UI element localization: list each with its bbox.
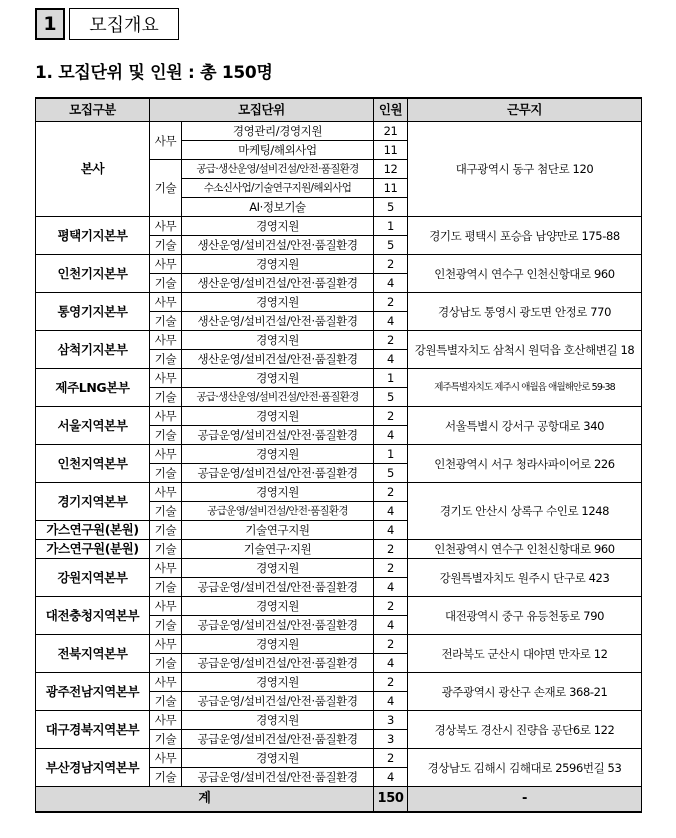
location: 인천광역시 연수구 인천신항대로 960 — [408, 255, 642, 293]
unit-name: 경영지원 — [182, 255, 374, 274]
category-label: 사무 — [150, 597, 182, 616]
category-label: 기술 — [150, 616, 182, 635]
group-name: 본사 — [36, 122, 150, 217]
count: 4 — [374, 502, 408, 521]
count: 4 — [374, 654, 408, 673]
unit-name: 경영지원 — [182, 445, 374, 464]
header-group: 모집구분 — [36, 98, 150, 122]
category-label: 사무 — [150, 445, 182, 464]
unit-name: 공급운영/설비건설/안전·품질환경 — [182, 768, 374, 787]
location: 경상남도 김해시 김해대로 2596번길 53 — [408, 749, 642, 787]
table-row — [36, 293, 642, 312]
count: 2 — [374, 540, 408, 559]
category-label: 사무 — [150, 711, 182, 730]
category-label: 기술 — [150, 274, 182, 293]
group-name: 가스연구원(본원) — [36, 521, 150, 540]
unit-name: 경영지원 — [182, 673, 374, 692]
category-label: 기술 — [150, 426, 182, 445]
group-name: 제주LNG본부 — [36, 369, 150, 407]
category-label: 기술 — [150, 521, 182, 540]
count: 4 — [374, 692, 408, 711]
category-label: 기술 — [150, 502, 182, 521]
category-label: 기술 — [150, 388, 182, 407]
category-label: 사무 — [150, 483, 182, 502]
table-row — [36, 597, 642, 616]
count: 4 — [374, 426, 408, 445]
category-label: 기술 — [150, 312, 182, 331]
count: 2 — [374, 331, 408, 350]
count: 2 — [374, 293, 408, 312]
group-name: 전북지역본부 — [36, 635, 150, 673]
unit-name: 생산운영/설비건설/안전·품질환경 — [182, 236, 374, 255]
unit-name: 공급운영/설비건설/안전·품질환경 — [182, 426, 374, 445]
count: 12 — [374, 160, 408, 179]
group-name: 광주전남지역본부 — [36, 673, 150, 711]
table-row — [36, 540, 642, 559]
category-label: 사무 — [150, 293, 182, 312]
group-name: 가스연구원(분원) — [36, 540, 150, 559]
recruitment-table — [35, 97, 642, 813]
unit-name: 공급운영/설비건설/안전·품질환경 — [182, 616, 374, 635]
category-label: 기술 — [150, 730, 182, 749]
category-label: 기술 — [150, 236, 182, 255]
unit-name: 경영지원 — [182, 483, 374, 502]
table-header-row — [36, 98, 642, 122]
unit-name: 경영지원 — [182, 559, 374, 578]
unit-name: 경영지원 — [182, 711, 374, 730]
unit-name: 공급운영/설비건설/안전·품질환경 — [182, 692, 374, 711]
table-row — [36, 483, 642, 502]
count: 5 — [374, 388, 408, 407]
count: 4 — [374, 312, 408, 331]
category-label: 사무 — [150, 635, 182, 654]
table-row — [36, 711, 642, 730]
category-label: 사무 — [150, 217, 182, 236]
table-row — [36, 673, 642, 692]
location: 인천광역시 연수구 인천신항대로 960 — [408, 540, 642, 559]
header-count: 인원 — [374, 98, 408, 122]
category-label: 사무 — [150, 122, 182, 160]
category-label: 사무 — [150, 749, 182, 768]
category-label: 사무 — [150, 407, 182, 426]
count: 2 — [374, 407, 408, 426]
count: 11 — [374, 141, 408, 160]
group-name: 대전충청지역본부 — [36, 597, 150, 635]
count: 2 — [374, 483, 408, 502]
unit-name: 기술연구지원 — [182, 521, 374, 540]
unit-name: 경영지원 — [182, 369, 374, 388]
unit-name: 공급운영/설비건설/안전·품질환경 — [182, 654, 374, 673]
count: 4 — [374, 578, 408, 597]
category-label: 사무 — [150, 331, 182, 350]
count: 5 — [374, 198, 408, 217]
table-row — [36, 122, 642, 141]
group-name: 부산경남지역본부 — [36, 749, 150, 787]
total-location: - — [408, 787, 642, 813]
table-row — [36, 635, 642, 654]
location: 경기도 평택시 포승읍 남양만로 175-88 — [408, 217, 642, 255]
count: 4 — [374, 616, 408, 635]
location: 제주특별자치도 제주시 애월읍 애월해안로 59-38 — [408, 369, 642, 407]
category-label: 사무 — [150, 369, 182, 388]
count: 2 — [374, 749, 408, 768]
category-label: 기술 — [150, 160, 182, 217]
unit-name: 경영지원 — [182, 217, 374, 236]
unit-name: 생산운영/설비건설/안전·품질환경 — [182, 312, 374, 331]
count: 4 — [374, 274, 408, 293]
group-name: 인천지역본부 — [36, 445, 150, 483]
table-row — [36, 407, 642, 426]
location: 전라북도 군산시 대야면 만자로 12 — [408, 635, 642, 673]
table-row — [36, 331, 642, 350]
count: 5 — [374, 236, 408, 255]
unit-name: 경영지원 — [182, 293, 374, 312]
table-row — [36, 749, 642, 768]
unit-name: 공급운영/설비건설/안전·품질환경 — [182, 730, 374, 749]
count: 1 — [374, 369, 408, 388]
group-name: 강원지역본부 — [36, 559, 150, 597]
location: 서울특별시 강서구 공항대로 340 — [408, 407, 642, 445]
group-name: 삼척기지본부 — [36, 331, 150, 369]
unit-name: 공급운영/설비건설/안전·품질환경 — [182, 502, 374, 521]
table-row — [36, 369, 642, 388]
unit-name: 기술연구·지원 — [182, 540, 374, 559]
category-label: 기술 — [150, 540, 182, 559]
section-header — [35, 8, 179, 40]
location: 광주광역시 광산구 손재로 368-21 — [408, 673, 642, 711]
table-row — [36, 559, 642, 578]
location: 대전광역시 중구 유등천동로 790 — [408, 597, 642, 635]
group-name: 통영기지본부 — [36, 293, 150, 331]
group-name: 대구경북지역본부 — [36, 711, 150, 749]
unit-name: 경영지원 — [182, 635, 374, 654]
header-location: 근무지 — [408, 98, 642, 122]
table-row — [36, 217, 642, 236]
location: 강원특별자치도 원주시 단구로 423 — [408, 559, 642, 597]
group-name: 인천기지본부 — [36, 255, 150, 293]
category-label: 기술 — [150, 692, 182, 711]
location: 대구광역시 동구 첨단로 120 — [408, 122, 642, 217]
unit-name: 공급운영/설비건설/안전·품질환경 — [182, 578, 374, 597]
category-label: 기술 — [150, 654, 182, 673]
count: 4 — [374, 521, 408, 540]
category-label: 기술 — [150, 578, 182, 597]
count: 4 — [374, 350, 408, 369]
category-label: 사무 — [150, 255, 182, 274]
count: 2 — [374, 635, 408, 654]
category-label: 기술 — [150, 350, 182, 369]
count: 1 — [374, 217, 408, 236]
count: 3 — [374, 730, 408, 749]
unit-name: 공급·생산운영/설비건설/안전·품질환경 — [182, 388, 374, 407]
unit-name: 경영지원 — [182, 597, 374, 616]
unit-name: 생산운영/설비건설/안전·품질환경 — [182, 274, 374, 293]
count: 4 — [374, 768, 408, 787]
subtitle: 1. 모집단위 및 인원 : 총 150명 — [35, 63, 273, 83]
unit-name: 경영지원 — [182, 331, 374, 350]
category-label: 사무 — [150, 673, 182, 692]
group-name: 평택기지본부 — [36, 217, 150, 255]
table-row — [36, 255, 642, 274]
unit-name: 공급운영/설비건설/안전·품질환경 — [182, 464, 374, 483]
location: 경기도 안산시 상록구 수인로 1248 — [408, 483, 642, 540]
count: 11 — [374, 179, 408, 198]
unit-name: AI·정보기술 — [182, 198, 374, 217]
table-row — [36, 445, 642, 464]
count: 3 — [374, 711, 408, 730]
unit-name: 생산운영/설비건설/안전·품질환경 — [182, 350, 374, 369]
category-label: 사무 — [150, 559, 182, 578]
unit-name: 공급·생산운영/설비건설/안전·품질환경 — [182, 160, 374, 179]
unit-name: 수소신사업/기술연구지원/해외사업 — [182, 179, 374, 198]
unit-name: 마케팅/해외사업 — [182, 141, 374, 160]
category-label: 기술 — [150, 464, 182, 483]
category-label: 기술 — [150, 768, 182, 787]
total-count: 150 — [374, 787, 408, 813]
location: 경상북도 경산시 진량읍 공단6로 122 — [408, 711, 642, 749]
total-label: 계 — [36, 787, 374, 813]
count: 2 — [374, 673, 408, 692]
section-number: 1 — [35, 8, 65, 40]
total-row — [36, 787, 642, 813]
count: 5 — [374, 464, 408, 483]
unit-name: 경영관리/경영지원 — [182, 122, 374, 141]
section-title: 모집개요 — [69, 8, 179, 40]
count: 2 — [374, 559, 408, 578]
count: 2 — [374, 597, 408, 616]
unit-name: 경영지원 — [182, 407, 374, 426]
location: 인천광역시 서구 청라사파이어로 226 — [408, 445, 642, 483]
header-unit: 모집단위 — [150, 98, 374, 122]
group-name: 경기지역본부 — [36, 483, 150, 521]
group-name: 서울지역본부 — [36, 407, 150, 445]
unit-name: 경영지원 — [182, 749, 374, 768]
location: 강원특별자치도 삼척시 원덕읍 호산해변길 18 — [408, 331, 642, 369]
count: 1 — [374, 445, 408, 464]
count: 2 — [374, 255, 408, 274]
location: 경상남도 통영시 광도면 안정로 770 — [408, 293, 642, 331]
count: 21 — [374, 122, 408, 141]
